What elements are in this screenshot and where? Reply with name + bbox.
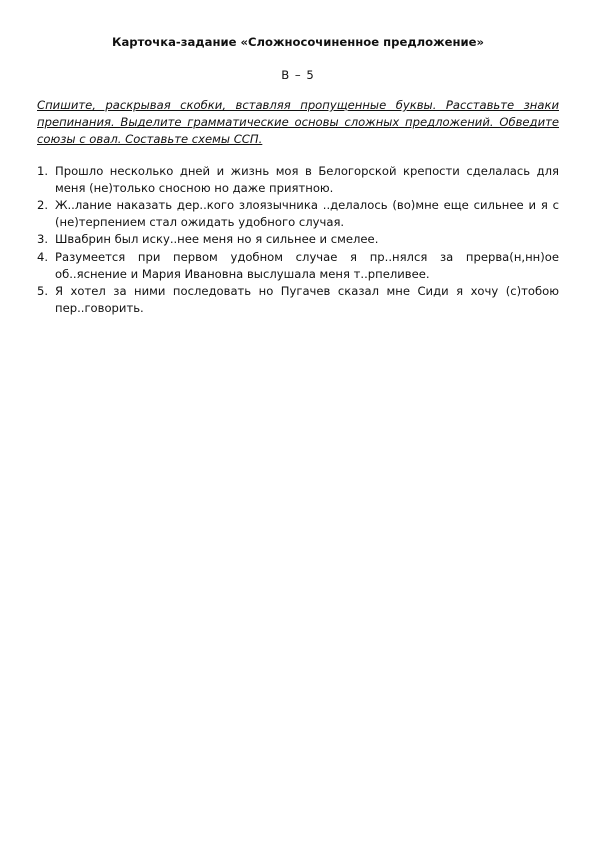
- task-list: [37, 163, 559, 318]
- list-item: [37, 283, 559, 317]
- document-page: [37, 34, 559, 317]
- task-text: Разумеется при первом удобном случае я пр..нялся за прерва(н,нн)ое об..яснение и Мария Ивановна выслушала меня т..рпеливее.: [55, 249, 559, 281]
- list-item: [37, 231, 559, 248]
- task-number: 3.: [37, 232, 49, 247]
- task-number: 5.: [37, 284, 49, 299]
- task-text: Ж..лание наказать дер..кого злоязычника ..делалось (во)мне еще сильнее и я с (не)терпением стал ожидать удобного случая.: [55, 198, 559, 230]
- task-text: Швабрин был иску..нее меня но я сильнее и смелее.: [55, 232, 379, 247]
- document-title: Карточка-задание «Сложносочиненное предложение»: [111, 35, 485, 49]
- list-item: [37, 249, 559, 283]
- task-number: 4.: [37, 249, 49, 264]
- list-item: [37, 197, 559, 231]
- task-text: Я хотел за ними последовать но Пугачев сказал мне Сиди я хочу (с)тобою пер..говорить.: [55, 284, 559, 316]
- list-item: [37, 163, 559, 197]
- task-number: 1.: [37, 163, 49, 178]
- task-instruction: Спишите, раскрывая скобки, вставляя пропущенные буквы. Расставьте знаки препинания. Выделите грамматические основы сложных предложений. Обведите союзы с овал. Составьте схемы ССП.: [37, 98, 559, 147]
- task-text: Прошло несколько дней и жизнь моя в Белогорской крепости сделалась для меня (не)только сносною но даже приятною.: [55, 163, 559, 195]
- variant-label: В – 5: [281, 68, 315, 82]
- task-number: 2.: [37, 198, 49, 213]
